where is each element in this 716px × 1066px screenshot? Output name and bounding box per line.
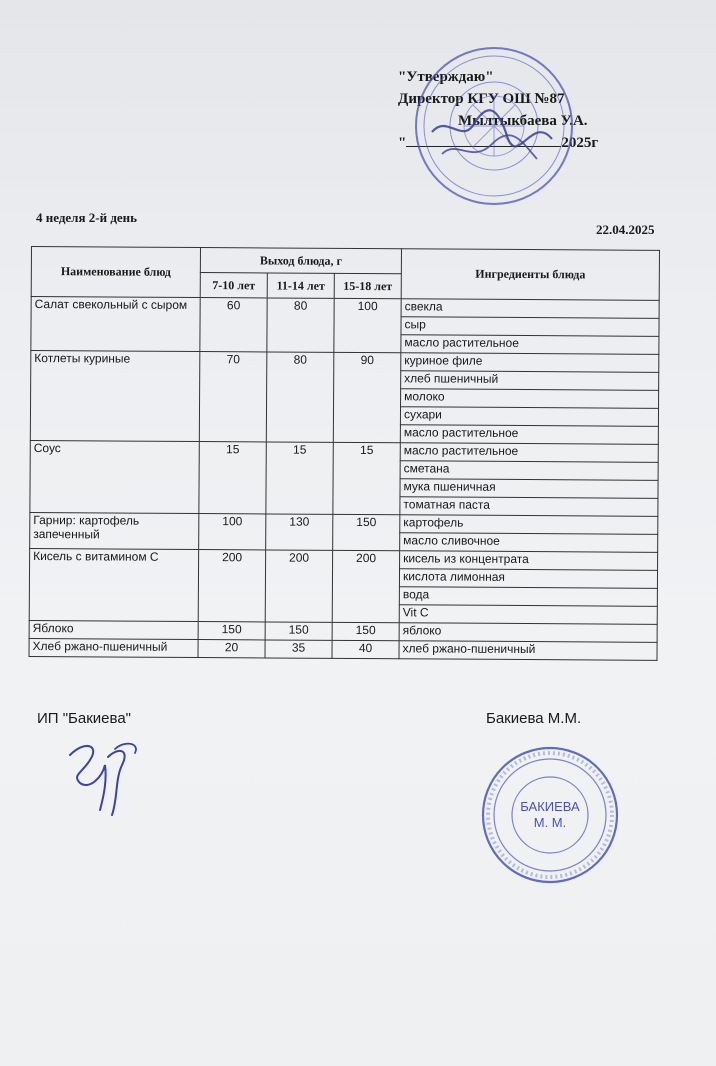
dish-weight: 150 bbox=[265, 622, 332, 640]
approval-line-3: Мылтыкбаева У.А. bbox=[458, 113, 588, 129]
ingredient: кисель из концентрата bbox=[400, 551, 658, 571]
table-row bbox=[29, 638, 657, 660]
header-age-11-14: 11-14 лет bbox=[267, 273, 334, 298]
dish-weight: 200 bbox=[332, 550, 399, 622]
dish-weight: 35 bbox=[265, 640, 332, 658]
dish-weight: 40 bbox=[332, 640, 399, 658]
ingredient: вода bbox=[399, 587, 657, 607]
ingredient: масло сливочное bbox=[400, 533, 658, 553]
dish-weight: 150 bbox=[198, 622, 265, 640]
ingredient: хлеб ржано-пшеничный bbox=[399, 641, 657, 661]
dish-weight: 15 bbox=[199, 442, 266, 514]
handwritten-signature-icon bbox=[60, 735, 160, 825]
ingredient: яблоко bbox=[399, 623, 657, 643]
round-seal-stamp-icon bbox=[480, 745, 620, 885]
ingredient: свекла bbox=[401, 299, 659, 319]
dish-weight: 150 bbox=[332, 622, 399, 640]
ingredient: куриное филе bbox=[401, 353, 659, 373]
dish-name: Котлеты куриные bbox=[30, 351, 200, 442]
dish-weight: 100 bbox=[199, 514, 266, 550]
header-ingredients: Ингредиенты блюда bbox=[401, 249, 659, 301]
header-dish-name: Наименование блюд bbox=[31, 247, 200, 298]
dish-weight: 60 bbox=[200, 298, 267, 352]
dish-name: Салат свекольный с сыром bbox=[31, 297, 200, 352]
dish-weight: 150 bbox=[333, 514, 400, 550]
dish-weight: 15 bbox=[266, 442, 333, 514]
dish-weight: 80 bbox=[267, 298, 334, 352]
menu-table bbox=[28, 246, 659, 661]
header-output: Выход блюда, г bbox=[200, 248, 401, 274]
ingredient: молоко bbox=[401, 389, 659, 409]
ingredient: картофель bbox=[400, 515, 658, 535]
ingredient: масло растительное bbox=[401, 335, 659, 355]
dish-name: Яблоко bbox=[29, 620, 198, 639]
week-day-label: 4 неделя 2-й день bbox=[36, 210, 138, 225]
dish-name: Кисель с витамином С bbox=[29, 548, 198, 621]
dish-weight: 20 bbox=[198, 640, 265, 658]
ingredient: томатная паста bbox=[400, 497, 658, 517]
approval-line-1: "Утверждаю" bbox=[398, 69, 494, 85]
approval-year: 2025г bbox=[561, 135, 599, 151]
table-row bbox=[30, 440, 658, 462]
table-row bbox=[30, 512, 658, 534]
table-row bbox=[30, 548, 658, 570]
table-row bbox=[31, 297, 659, 319]
supplier-label: ИП "Бакиева" bbox=[37, 710, 131, 727]
dish-weight: 200 bbox=[198, 550, 265, 622]
ingredient: кислота лимонная bbox=[399, 569, 657, 589]
dish-weight: 200 bbox=[265, 550, 332, 622]
approval-line-2: Директор КГУ ОШ №87 bbox=[398, 91, 565, 107]
dish-weight: 130 bbox=[266, 514, 333, 550]
dish-weight: 70 bbox=[199, 352, 267, 442]
dish-weight: 15 bbox=[333, 442, 400, 514]
menu-date: 22.04.2025 bbox=[596, 222, 655, 237]
header-age-7-10: 7-10 лет bbox=[200, 273, 267, 298]
dish-name: Хлеб ржано-пшеничный bbox=[29, 638, 198, 657]
ingredient: масло растительное bbox=[400, 443, 658, 463]
ingredient: мука пшеничная bbox=[400, 479, 658, 499]
dish-name: Соус bbox=[30, 440, 199, 513]
dish-weight: 100 bbox=[334, 298, 401, 352]
ingredient: сыр bbox=[401, 317, 659, 337]
ingredient: Vit C bbox=[399, 605, 657, 625]
ingredient: масло растительное bbox=[400, 425, 658, 445]
stamp-text-line1: БАКИЕВА bbox=[520, 799, 580, 814]
approval-quote: " bbox=[398, 135, 407, 151]
dish-name: Гарнир: картофель запеченный bbox=[30, 512, 199, 549]
ingredient: сухари bbox=[400, 407, 658, 427]
ingredient: сметана bbox=[400, 461, 658, 481]
supplier-name: Бакиева М.М. bbox=[486, 710, 582, 727]
ingredient: хлеб пшеничный bbox=[401, 371, 659, 391]
stamp-text-line2: М. М. bbox=[533, 815, 567, 830]
dish-weight: 90 bbox=[333, 352, 401, 442]
dish-weight: 80 bbox=[266, 352, 334, 442]
round-seal-stamp-icon bbox=[412, 44, 577, 209]
header-age-15-18: 15-18 лет bbox=[334, 273, 401, 298]
table-row bbox=[31, 351, 659, 373]
